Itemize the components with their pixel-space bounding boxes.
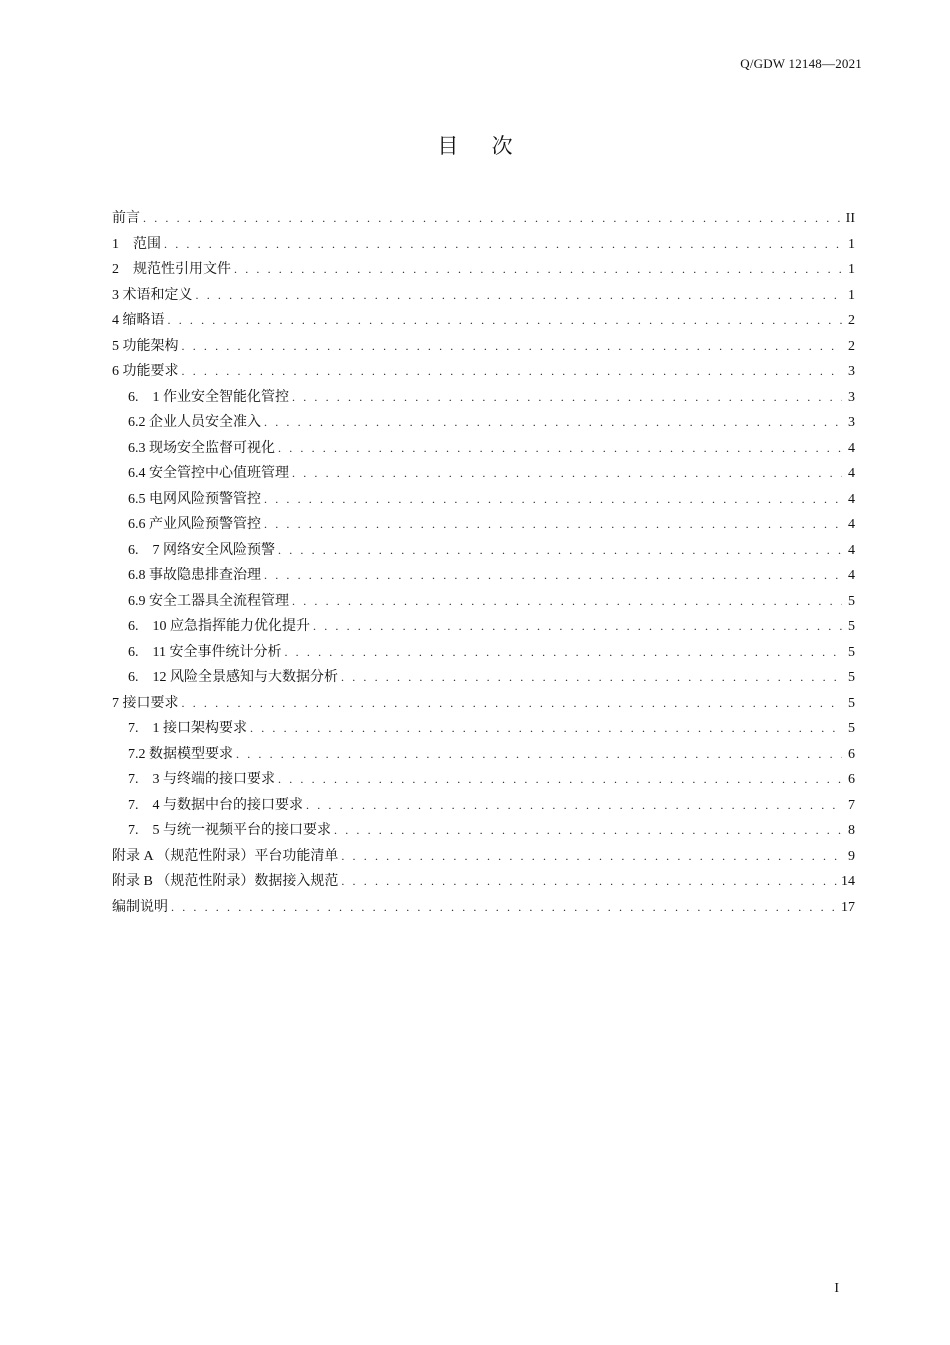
toc-dot-leader [236,742,842,768]
toc-entry-label: 6. 11 安全事件统计分析 [128,644,282,660]
toc-entry[interactable] [112,308,855,334]
toc-title: 目 次 [437,134,527,158]
toc-entry[interactable] [112,257,855,283]
toc-entry-label: 6.2 企业人员安全准入 [128,415,261,430]
toc-dot-leader [292,589,842,615]
toc-entry[interactable] [112,334,855,360]
toc-entry-page: 3 [848,415,855,430]
toc-entry[interactable] [112,716,855,742]
toc-dot-leader [334,818,842,844]
toc-dot-leader [143,206,842,232]
toc-entry[interactable] [112,206,855,232]
toc-entry-label: 7. 1 接口架构要求 [128,721,247,736]
toc-entry[interactable] [112,283,855,309]
toc-entry-page: 5 [848,721,855,736]
toc-dot-leader [264,410,842,436]
toc-entry-page: 3 [848,364,855,379]
toc-entry-page: 4 [848,568,855,583]
toc-dot-leader [264,563,842,589]
toc-entry[interactable] [112,563,855,589]
toc-entry-page: 5 [848,619,855,634]
toc-entry-label: 7. 3 与终端的接口要求 [128,772,275,787]
toc-entry[interactable] [112,742,855,768]
toc-entry-page: 6 [848,772,855,787]
toc-entry-label: 6.9 安全工器具全流程管理 [128,593,289,609]
toc-dot-leader [313,614,842,640]
toc-dot-leader [292,461,842,487]
toc-dot-leader [292,385,842,411]
toc-dot-leader [341,665,842,691]
toc-entry-label: 3 术语和定义 [112,287,193,303]
toc-entry-page: 9 [848,848,855,864]
toc-entry-label: 6 功能要求 [112,364,179,379]
toc-entry[interactable] [112,487,855,513]
toc-dot-leader [171,895,838,921]
toc-entry[interactable] [112,589,855,615]
toc-entry-page: 8 [848,823,855,838]
toc-entry-page: 14 [841,874,855,889]
toc-entry-label: 6.8 事故隐患排查治理 [128,568,261,583]
toc-entry-label: 1 范围 [112,236,161,252]
toc-entry-label: 5 功能架构 [112,338,179,354]
toc-entry-page: 4 [848,517,855,532]
toc-dot-leader [182,691,843,717]
toc-entry-page: 5 [848,644,855,660]
toc-entry[interactable] [112,538,855,564]
toc-dot-leader [341,844,842,870]
toc-entry[interactable] [112,461,855,487]
toc-entry-page: 6 [848,746,855,762]
toc-dot-leader [182,334,843,360]
toc-entry-label: 编制说明 [112,899,168,915]
toc-entry-label: 6. 10 应急指挥能力优化提升 [128,619,310,634]
toc-entry-label: 附录 A （规范性附录）平台功能清单 [112,848,339,864]
toc-entry-label: 6. 12 风险全景感知与大数据分析 [128,670,338,685]
toc-entry-page: 2 [848,313,855,328]
toc-entry-page: 5 [848,670,855,685]
toc-entry-label: 7. 4 与数据中台的接口要求 [128,797,303,813]
toc-dot-leader [196,283,843,309]
toc-entry-label: 6.3 现场安全监督可视化 [128,440,275,456]
toc-entry-page: 4 [848,440,855,456]
toc-entry-page: 5 [848,695,855,711]
toc-entry-label: 7. 5 与统一视频平台的接口要求 [128,823,331,838]
toc-entry[interactable] [112,385,855,411]
toc-entry-page: 17 [841,899,855,915]
toc-entry-page: II [845,211,855,226]
toc-entry-label: 6.5 电网风险预警管控 [128,491,261,507]
table-of-contents [112,206,855,920]
toc-entry-label: 6. 1 作业安全智能化管控 [128,389,289,405]
toc-entry-label: 7.2 数据模型要求 [128,746,233,762]
toc-entry-page: 4 [848,491,855,507]
toc-entry[interactable] [112,691,855,717]
toc-entry-page: 1 [848,236,855,252]
toc-dot-leader [306,793,842,819]
toc-entry-page: 1 [848,287,855,303]
toc-dot-leader [284,640,842,666]
toc-entry[interactable] [112,767,855,793]
toc-entry[interactable] [112,232,855,258]
toc-entry[interactable] [112,614,855,640]
toc-entry-page: 1 [848,262,855,277]
toc-entry[interactable] [112,869,855,895]
toc-dot-leader [278,436,842,462]
toc-entry[interactable] [112,436,855,462]
toc-entry[interactable] [112,793,855,819]
toc-dot-leader [168,308,843,334]
toc-dot-leader [264,512,842,538]
toc-entry-label: 附录 B （规范性附录）数据接入规范 [112,874,339,889]
toc-entry-page: 3 [848,389,855,405]
toc-entry[interactable] [112,818,855,844]
toc-entry-label: 6.6 产业风险预警管控 [128,517,261,532]
toc-dot-leader [250,716,842,742]
toc-dot-leader [264,487,842,513]
toc-entry[interactable] [112,512,855,538]
toc-entry-page: 5 [848,593,855,609]
toc-entry-page: 2 [848,338,855,354]
toc-entry-page: 4 [848,542,855,558]
toc-entry-label: 4 缩略语 [112,313,165,328]
toc-entry[interactable] [112,665,855,691]
toc-entry[interactable] [112,410,855,436]
toc-entry[interactable] [112,844,855,870]
toc-dot-leader [278,538,842,564]
toc-dot-leader [164,232,842,258]
toc-entry[interactable] [112,640,855,666]
toc-entry-label: 6. 7 网络安全风险预警 [128,542,275,558]
toc-entry-label: 6.4 安全管控中心值班管理 [128,466,289,481]
toc-entry-label: 2 规范性引用文件 [112,262,231,277]
toc-dot-leader [234,257,842,283]
toc-entry-page: 7 [848,797,855,813]
toc-entry-label: 前言 [112,211,140,226]
toc-dot-leader [341,869,838,895]
toc-entry[interactable] [112,359,855,385]
toc-entry-label: 7 接口要求 [112,695,179,711]
toc-entry[interactable] [112,895,855,921]
page-number: I [834,1281,839,1296]
toc-entry-page: 4 [848,466,855,481]
toc-dot-leader [278,767,842,793]
standard-code: Q/GDW 12148—2021 [740,56,862,71]
toc-dot-leader [182,359,843,385]
